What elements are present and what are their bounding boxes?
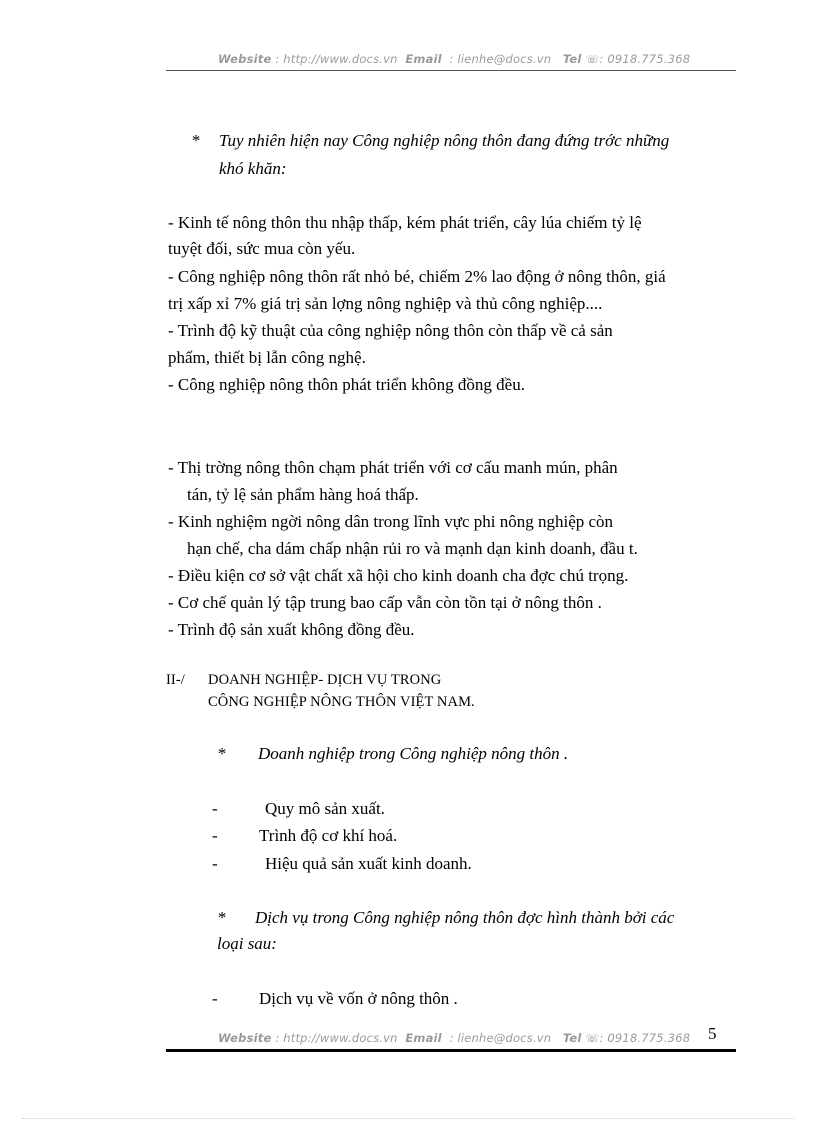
email-value: : lienhe@docs.vn [449, 52, 552, 66]
subsection-star: * [217, 744, 226, 763]
email-label: Email [405, 1031, 442, 1045]
difficulty-line: hạn chế, cha dám chấp nhận rủi ro và mạnh dạn kinh doanh, đầu t. [187, 539, 638, 558]
intro-line-1: Tuy nhiên hiện nay Công nghiệp nông thôn đang đứng trớc những [219, 131, 670, 150]
list-item: Trình độ cơ khí hoá. [259, 826, 398, 845]
footer-rule [166, 1049, 736, 1052]
difficulty-line: phẩm, thiết bị lẫn công nghệ. [168, 348, 366, 367]
tel-label: Tel [562, 1031, 582, 1045]
subsection-title-line-1: Dịch vụ trong Công nghiệp nông thôn đợc hình thành bởi các [255, 908, 675, 927]
difficulty-line: - Cơ chế quản lý tập trung bao cấp vẫn còn tồn tại ở nông thôn . [168, 593, 602, 612]
difficulty-line: tuyệt đối, sức mua còn yếu. [168, 239, 356, 258]
list-dash: - [212, 854, 218, 873]
page-number: 5 [708, 1024, 717, 1043]
page-header [218, 52, 690, 66]
phone-icon: ☏ [585, 1032, 600, 1045]
list-item: Quy mô sản xuất. [265, 799, 385, 818]
website-value: : http://www.docs.vn [275, 1031, 398, 1045]
difficulty-line: - Kinh tế nông thôn thu nhập thấp, kém phát triển, cây lúa chiếm tỷ lệ [168, 213, 642, 232]
header-rule [166, 70, 736, 71]
list-dash: - [212, 989, 218, 1008]
difficulty-line: - Công nghiệp nông thôn rất nhỏ bé, chiếm 2% lao động ở nông thôn, giá [168, 267, 666, 286]
section-heading-line-2: CÔNG NGHIỆP NÔNG THÔN VIỆT NAM. [208, 694, 475, 710]
difficulty-line: - Trình độ kỹ thuật của công nghiệp nông thôn còn thấp về cả sản [168, 321, 613, 340]
intro-star: * [191, 131, 200, 150]
difficulty-line: trị xấp xỉ 7% giá trị sản lợng nông nghiệp và thủ công nghiệp.... [168, 294, 603, 313]
intro-line-2: khó khăn: [219, 159, 287, 178]
website-label: Website [218, 1031, 272, 1045]
email-label: Email [405, 52, 442, 66]
tel-value: : 0918.775.368 [599, 1031, 691, 1045]
tel-label: Tel [562, 52, 582, 66]
difficulty-line: - Công nghiệp nông thôn phát triển không đồng đều. [168, 375, 525, 394]
difficulty-line: - Thị trờng nông thôn chạm phát triển với cơ cấu manh mún, phân [168, 458, 618, 477]
list-dash: - [212, 826, 218, 845]
section-heading-line-1: DOANH NGHIỆP- DỊCH VỤ TRONG [208, 672, 442, 688]
difficulty-line: tán, tỷ lệ sản phẩm hàng hoá thấp. [187, 485, 419, 504]
difficulty-line: - Điều kiện cơ sở vật chất xã hội cho kinh doanh cha đợc chú trọng. [168, 566, 629, 585]
difficulty-line: - Trình độ sản xuất không đồng đều. [168, 620, 415, 639]
list-dash: - [212, 799, 218, 818]
section-number: II-/ [166, 672, 185, 688]
subsection-star: * [217, 908, 226, 927]
subsection-title-line-2: loại sau: [217, 934, 277, 953]
phone-icon: ☏ [585, 53, 600, 66]
page-edge-divider [22, 1118, 794, 1119]
subsection-title: Doanh nghiệp trong Công nghiệp nông thôn . [258, 744, 569, 763]
website-label: Website [218, 52, 272, 66]
list-item: Hiệu quả sản xuất kinh doanh. [265, 854, 472, 873]
tel-value: : 0918.775.368 [599, 52, 691, 66]
difficulty-line: - Kinh nghiệm ngời nông dân trong lĩnh vực phi nông nghiệp còn [168, 512, 614, 531]
page-footer [218, 1031, 690, 1045]
list-item: Dịch vụ về vốn ở nông thôn . [259, 989, 458, 1008]
email-value: : lienhe@docs.vn [449, 1031, 552, 1045]
website-value: : http://www.docs.vn [275, 52, 398, 66]
